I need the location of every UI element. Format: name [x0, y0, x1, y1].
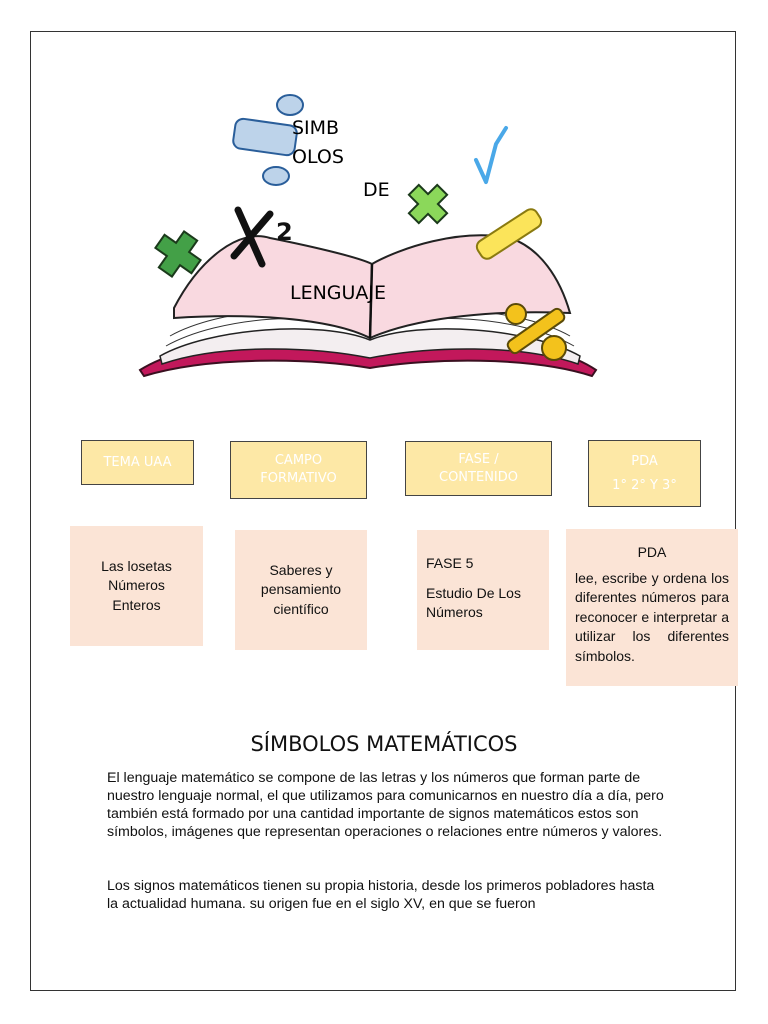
header-label-line-2: 1° 2° Y 3° [612, 477, 677, 493]
paragraph-2: Los signos matemáticos tienen su propia historia, desde los primeros pobladores hasta la actualidad humana. su origen fue en el siglo XV, en que se fueron [107, 878, 655, 912]
svg-text:2: 2 [276, 218, 293, 246]
header-label-line-2: CONTENIDO [439, 469, 518, 485]
card-pda-body: lee, escribe y ordena los diferentes números para reconocer e interpretar a utilizar los diferentes símbolos. [575, 569, 729, 664]
card-pda-title: PDA [637, 544, 667, 560]
card-line-3: Enteros [112, 596, 161, 613]
cover-title-line-1: SIMB [292, 117, 340, 139]
book-illustration [130, 88, 610, 388]
card-tema [70, 526, 203, 646]
card-line-1: Saberes y [269, 561, 333, 578]
card-campo [235, 530, 367, 650]
card-line-2: Números [108, 577, 165, 594]
card-line-3: científico [273, 600, 329, 617]
header-campo-formativo [230, 441, 367, 499]
card-line-2: Estudio De Los [426, 584, 521, 601]
cover-title-line-2: OLOS [292, 146, 344, 168]
header-pda [588, 440, 701, 507]
card-line-1: FASE 5 [426, 555, 474, 571]
header-label-line-1: PDA [631, 453, 658, 469]
card-pda [566, 529, 738, 686]
header-tema-uaa [81, 440, 194, 485]
header-fase-contenido [405, 441, 552, 496]
card-line-3: Números [426, 604, 483, 621]
paragraph-1: El lenguaje matemático se compone de las letras y los números que forman parte de nuestro lenguaje normal, el que utilizamos para comunicarnos en nuestro día a día, pero también está formado por una cantidad importante de signos matemáticos estos son símbolos, imágenes que representan operaciones o relaciones entre números y valores. [107, 770, 664, 840]
card-line-1: Las losetas [101, 557, 172, 574]
header-label-line-1: FASE / [458, 451, 499, 467]
card-fase [417, 530, 549, 650]
header-label-line-2: FORMATIVO [260, 471, 337, 486]
cover-title-line-3: DE [363, 179, 390, 201]
cover-title-line-4: LENGUAJE [290, 282, 387, 304]
card-line-2: pensamiento [260, 581, 342, 598]
section-title: SÍMBOLOS MATEMÁTICOS [250, 732, 518, 756]
header-label-line-1: CAMPO [274, 453, 323, 469]
header-label: TEMA UAA [103, 454, 172, 470]
